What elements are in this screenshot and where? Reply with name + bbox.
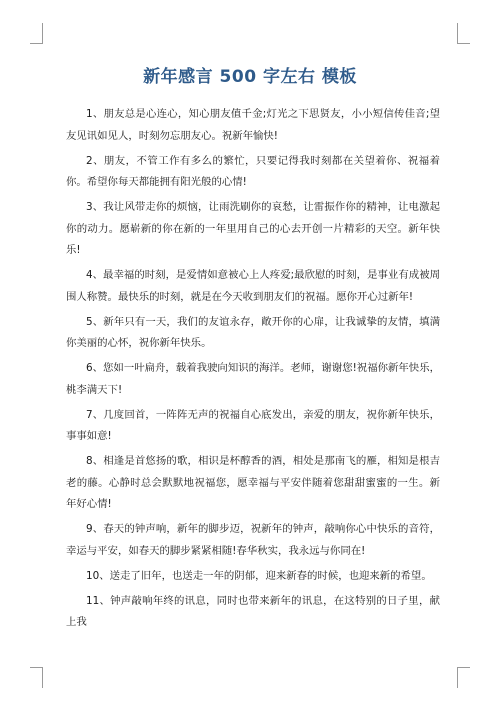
paragraph-9: 9、春天的钟声响，新年的脚步迈，祝新年的钟声，敲响你心中快乐的音符，幸运与平安，如春天的脚步紧紧相随!春华秋实，我永远与你同在! [66, 523, 440, 557]
paragraph-10: 10、送走了旧年，也送走一年的阴郁，迎来新春的时候，也迎来新的希望。 [86, 569, 432, 582]
paragraph-3: 3、我让风带走你的烦恼，让雨洗刷你的哀愁，让雷振作你的精神，让电激起你的动力。愿崭新的你在新的一年里用自己的心去开创一片精彩的天空。新年快乐! [66, 201, 440, 256]
crop-mark-bottom-left [30, 667, 43, 688]
document-title: 新年感言 500 字左右 模板 [143, 67, 357, 87]
paragraph-11: 11、钟声敲响年终的讯息，同时也带来新年的讯息，在这特别的日子里，献上我 [66, 594, 440, 628]
paragraph-6: 6、您如一叶扁舟，载着我驶向知识的海洋。老师，谢谢您!祝福你新年快乐，桃李满天下! [66, 362, 440, 396]
crop-mark-bottom-right [457, 667, 470, 688]
document-body [66, 104, 440, 637]
paragraph-5: 5、新年只有一天，我们的友谊永存，敞开你的心扉，让我诚挚的友情，填满你美丽的心怀，祝你新年快乐。 [66, 315, 440, 349]
crop-mark-top-right [457, 23, 470, 44]
paragraph-4: 4、最幸福的时刻，是爱情如意被心上人疼爱;最欣慰的时刻，是事业有成被周围人称赞。最快乐的时刻，就是在今天收到朋友们的祝福。愿你开心过新年! [66, 269, 440, 303]
paragraph-1: 1、朋友总是心连心，知心朋友值千金;灯光之下思贤友，小小短信传佳音;望友见讯如见人，时刻勿忘朋友心。祝新年愉快! [66, 108, 440, 142]
paragraph-2: 2、朋友，不管工作有多么的繁忙，只要记得我时刻都在关望着你、祝福着你。希望你每天都能拥有阳光般的心情! [66, 154, 440, 188]
paragraph-8: 8、相逢是首悠扬的歌，相识是杯醇香的酒，相处是那南飞的雁，相知是根吉老的藤。心静时总会默默地祝福您，愿幸福与平安伴随着您甜甜蜜蜜的一生。新年好心情! [66, 455, 440, 510]
crop-mark-top-left [30, 23, 43, 44]
paragraph-7: 7、几度回首，一阵阵无声的祝福自心底发出，亲爱的朋友，祝你新年快乐，事事如意! [66, 408, 440, 442]
